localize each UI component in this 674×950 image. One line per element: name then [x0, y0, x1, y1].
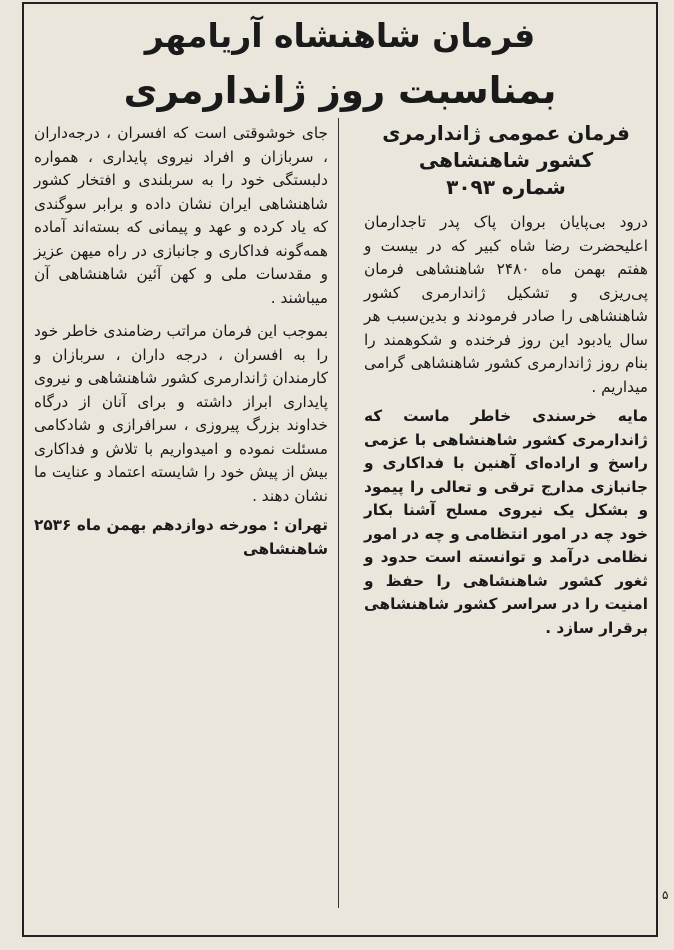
left-paragraph-2: بموجب این فرمان مراتب رضامندی خاطر خود را به افسران ، درجه داران ، سربازان و کارمندان ژاندارمری کشور شاهنشاهی و نیروی پایداری ابراز داشته و برای آنان از درگاه خداوند بزرگ پیروزی ، سرافرازی و شادکامی مسئلت نموده و امیدواریم با تلاش و فداکاری بیش از پیش خود را شایسته اعتماد و عنایت ما نشان دهند . — [34, 322, 328, 505]
top-rule — [22, 2, 656, 4]
headline-line-1: فرمان شاهنشاه آریامهر — [144, 16, 536, 55]
right-column — [364, 120, 648, 640]
decree-number: شماره ۳۰۹۳ — [446, 175, 566, 199]
right-paragraph-1: درود بی‌پایان بروان پاک پدر تاجدارمان اعلیحضرت رضا شاه کبیر که در بیست و هفتم بهمن ماه ۲۴۸۰ شاهنشاهی فرمان پی‌ریزی و تشکیل ژاندارمری کشور شاهنشاهی را صادر فرمودند و بدین‌سبب هر سال یادبود این روز فرخنده و شکوهمند را بنام روز ژاندارمری کشور شاهنشاهی گرامی میداریم . — [364, 213, 648, 396]
margin-mark: ۵ — [662, 888, 669, 902]
signoff-date: تهران : مورخه دوازدهم بهمن ماه ۲۵۳۶ شاهنشاهی — [34, 516, 328, 558]
left-paragraph-1: جای خوشوقتی است که افسران ، درجه‌داران ، سربازان و افراد نیروی پایداری ، همواره دلبستگی خود را به سربلندی و افتخار کشور شاهنشاهی ایران نشان داده و برابر سوگندی که یاد کرده و عهد و پیمانی که بسته‌اند آماده همه‌گونه فداکاری و جانبازی در راه میهن عزیز و مقدسات ملی و کهن آئین شاهنشاهی آن میباشند . — [34, 124, 328, 307]
decree-title-line-2: کشور شاهنشاهی — [418, 148, 594, 172]
left-rule — [22, 2, 24, 937]
right-paragraph-2: مایه خرسندی خاطر ماست که ژاندارمری کشور شاهنشاهی با عزمی راسخ و اراده‌ای آهنین با فداکاری و جانبازی مدارج ترقی و تعالی را پیمود و بشکل یک نیروی مسلح آشنا بکار خود چه در امور انتظامی و چه در امور نظامی درآمد و توانسته است حدود و ثغور کشور شاهنشاهی را حفظ و امنیت را در سراسر کشور شاهنشاهی برقرار سازد . — [364, 407, 648, 637]
decree-title-line-1: فرمان عمومی ژاندارمری — [382, 121, 630, 145]
left-column — [34, 122, 328, 561]
headline-line-2: بمناسبت روز ژاندارمری — [123, 69, 557, 112]
bottom-rule — [22, 935, 656, 937]
right-rule — [656, 2, 658, 937]
column-divider — [338, 118, 339, 908]
